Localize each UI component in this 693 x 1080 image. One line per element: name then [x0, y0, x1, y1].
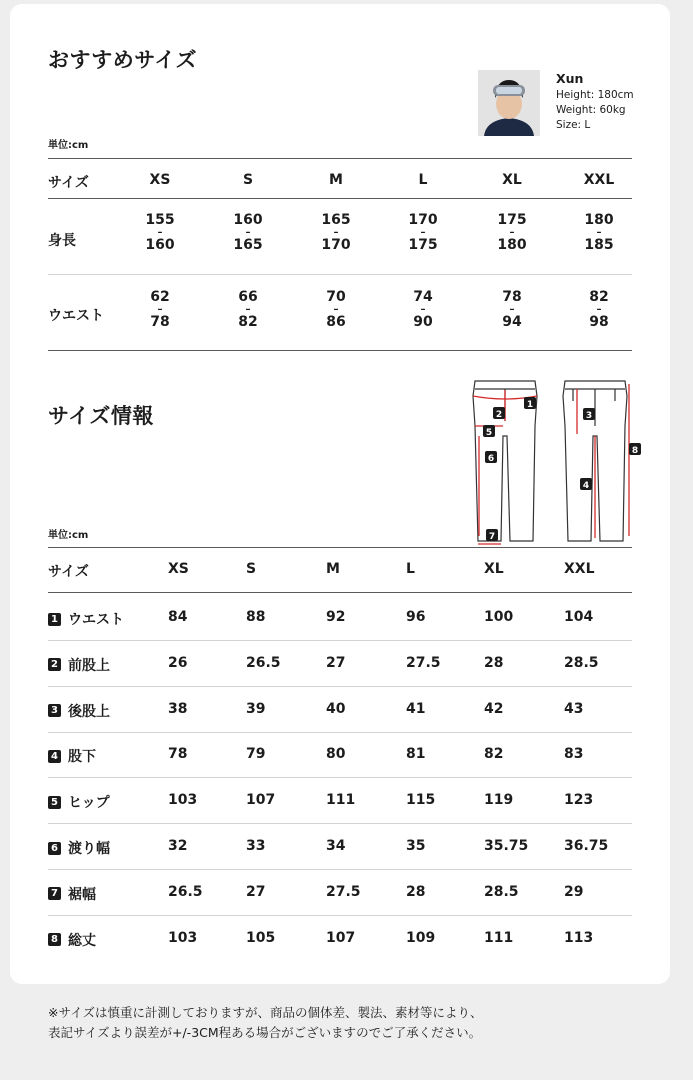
info-row-label — [48, 792, 110, 812]
size-header-xs: XS — [149, 172, 171, 188]
diagram-marker-1: 1 — [526, 400, 534, 410]
waist-range-xxl: 82 – 98 — [589, 289, 609, 330]
info-value-cell: 35.75 — [484, 838, 529, 854]
row-number-badge: 5 — [48, 796, 61, 809]
row-divider — [48, 915, 632, 916]
model-height: Height: 180cm — [556, 89, 634, 101]
waist-range-xs: 62 – 78 — [150, 289, 170, 330]
info-value-cell: 92 — [326, 609, 346, 625]
row-number-badge: 1 — [48, 613, 61, 626]
height-range-xxl: 180 – 185 — [584, 212, 614, 253]
info-value-cell: 113 — [564, 929, 594, 946]
height-range-xl: 175 – 180 — [497, 212, 527, 253]
info-header-s: S — [246, 561, 257, 577]
info-value-cell: 96 — [406, 609, 426, 625]
info-value-cell: 38 — [168, 700, 188, 717]
diagram-marker-5: 5 — [485, 428, 493, 438]
diagram-marker-7: 7 — [488, 532, 496, 542]
table-divider — [48, 547, 632, 548]
info-value-cell: 105 — [246, 929, 276, 946]
row-label-waist: ウエスト — [48, 308, 104, 324]
info-value-cell: 33 — [246, 838, 266, 854]
info-value-cell: 27 — [246, 883, 266, 900]
info-value-cell: 27.5 — [326, 883, 361, 900]
info-value-cell: 32 — [168, 838, 188, 854]
info-value-cell: 80 — [326, 746, 346, 763]
info-value-cell: 78 — [168, 746, 188, 763]
info-value-cell: 123 — [564, 792, 594, 809]
recommended-size-title: おすすめサイズ — [48, 48, 198, 72]
model-photo — [478, 70, 540, 136]
diagram-marker-4: 4 — [582, 481, 590, 491]
table-divider — [48, 592, 632, 593]
row-label-text: 裾幅 — [68, 886, 96, 903]
info-value-cell: 29 — [564, 883, 584, 900]
table-divider — [48, 198, 632, 199]
height-range-xs: 155 – 160 — [145, 212, 175, 253]
info-value-cell: 115 — [406, 792, 436, 809]
height-range-m: 165 – 170 — [321, 212, 351, 253]
model-weight: Weight: 60kg — [556, 104, 626, 116]
info-value-cell: 43 — [564, 700, 584, 717]
info-row-label — [48, 701, 110, 721]
info-header-xxl: XXL — [564, 561, 595, 577]
diagram-marker-2: 2 — [495, 410, 503, 420]
info-value-cell: 27.5 — [406, 654, 441, 671]
diagram-marker-3: 3 — [585, 411, 593, 421]
info-value-cell: 109 — [406, 929, 436, 946]
disclaimer-line-2: 表記サイズより誤差が+/-3CM程ある場合がございますのでご了承ください。 — [48, 1025, 482, 1040]
info-value-cell: 82 — [484, 746, 504, 763]
row-number-badge: 7 — [48, 887, 61, 900]
row-divider — [48, 274, 632, 275]
info-header-xs: XS — [168, 561, 189, 577]
row-label-text: 渡り幅 — [68, 841, 110, 857]
height-range-l: 170 – 175 — [408, 212, 438, 253]
row-number-badge: 2 — [48, 658, 61, 671]
row-label-text: ウエスト — [68, 612, 124, 628]
info-value-cell: 41 — [406, 700, 426, 717]
info-row-label — [48, 746, 96, 766]
info-unit-label: 単位:cm — [48, 530, 89, 541]
info-row-label — [48, 655, 110, 675]
row-label-text: ヒップ — [68, 795, 110, 812]
waist-range-l: 74 – 90 — [413, 289, 433, 330]
info-value-cell: 107 — [246, 792, 276, 809]
info-value-cell: 107 — [326, 929, 356, 946]
row-divider — [48, 869, 632, 870]
info-value-cell: 83 — [564, 746, 584, 763]
info-value-cell: 103 — [168, 929, 198, 946]
diagram-marker-8: 8 — [631, 446, 639, 456]
info-value-cell: 28.5 — [564, 654, 599, 671]
disclaimer-line-1: ※サイズは慎重に計測しておりますが、商品の個体差、製法、素材等により、 — [48, 1005, 483, 1020]
info-size-header-label: サイズ — [48, 564, 89, 580]
row-divider — [48, 823, 632, 824]
waist-range-s: 66 – 82 — [238, 289, 258, 330]
info-value-cell: 26 — [168, 654, 188, 671]
row-number-badge: 4 — [48, 750, 61, 763]
info-value-cell: 100 — [484, 609, 514, 625]
table-divider — [48, 158, 632, 159]
size-header-s: S — [242, 172, 254, 188]
info-value-cell: 34 — [326, 838, 346, 854]
info-header-l: L — [406, 561, 415, 577]
table-divider — [48, 350, 632, 351]
row-label-height: 身長 — [48, 233, 76, 249]
row-label-text: 股下 — [68, 749, 96, 766]
info-value-cell: 42 — [484, 700, 504, 717]
model-info — [556, 71, 634, 133]
waist-range-xl: 78 – 94 — [502, 289, 522, 330]
waist-range-m: 70 – 86 — [326, 289, 346, 330]
size-guide-card — [10, 4, 670, 984]
size-header-xxl: XXL — [583, 172, 615, 188]
info-row-label — [48, 884, 96, 904]
diagram-marker-6: 6 — [487, 454, 495, 464]
row-divider — [48, 686, 632, 687]
model-name: Xun — [556, 71, 584, 86]
info-header-m: M — [326, 561, 340, 577]
info-value-cell: 28.5 — [484, 883, 519, 900]
info-value-cell: 28 — [406, 883, 426, 900]
info-value-cell: 35 — [406, 838, 426, 854]
info-value-cell: 36.75 — [564, 838, 609, 854]
info-header-xl: XL — [484, 561, 504, 577]
size-header-xl: XL — [502, 172, 522, 188]
size-header-m: M — [329, 172, 343, 188]
size-header-l: L — [418, 172, 428, 188]
info-value-cell: 26.5 — [168, 883, 203, 900]
info-value-cell: 88 — [246, 609, 266, 625]
disclaimer-note — [48, 1003, 482, 1043]
info-value-cell: 104 — [564, 609, 594, 625]
info-value-cell: 40 — [326, 700, 346, 717]
info-row-label — [48, 838, 110, 858]
row-number-badge: 8 — [48, 933, 61, 946]
info-value-cell: 111 — [326, 792, 356, 809]
info-value-cell: 111 — [484, 929, 514, 946]
info-row-label — [48, 609, 124, 629]
recommended-unit-label: 単位:cm — [48, 140, 89, 151]
height-range-s: 160 – 165 — [233, 212, 263, 253]
size-info-title: サイズ情報 — [48, 404, 154, 428]
info-value-cell: 81 — [406, 746, 426, 763]
pants-measurement-diagram — [465, 376, 645, 548]
info-value-cell: 39 — [246, 700, 266, 717]
size-header-label: サイズ — [48, 175, 89, 191]
info-value-cell: 79 — [246, 746, 266, 763]
info-row-label — [48, 930, 96, 950]
info-value-cell: 103 — [168, 792, 198, 809]
model-size: Size: L — [556, 119, 591, 131]
row-divider — [48, 640, 632, 641]
row-label-text: 後股上 — [68, 703, 110, 720]
info-value-cell: 26.5 — [246, 654, 281, 671]
row-divider — [48, 732, 632, 733]
info-value-cell: 28 — [484, 654, 504, 671]
info-value-cell: 84 — [168, 609, 188, 625]
row-label-text: 前股上 — [68, 657, 110, 674]
row-number-badge: 6 — [48, 842, 61, 855]
info-value-cell: 27 — [326, 654, 346, 671]
row-label-text: 総丈 — [68, 932, 96, 949]
row-divider — [48, 777, 632, 778]
info-value-cell: 119 — [484, 792, 514, 809]
row-number-badge: 3 — [48, 704, 61, 717]
